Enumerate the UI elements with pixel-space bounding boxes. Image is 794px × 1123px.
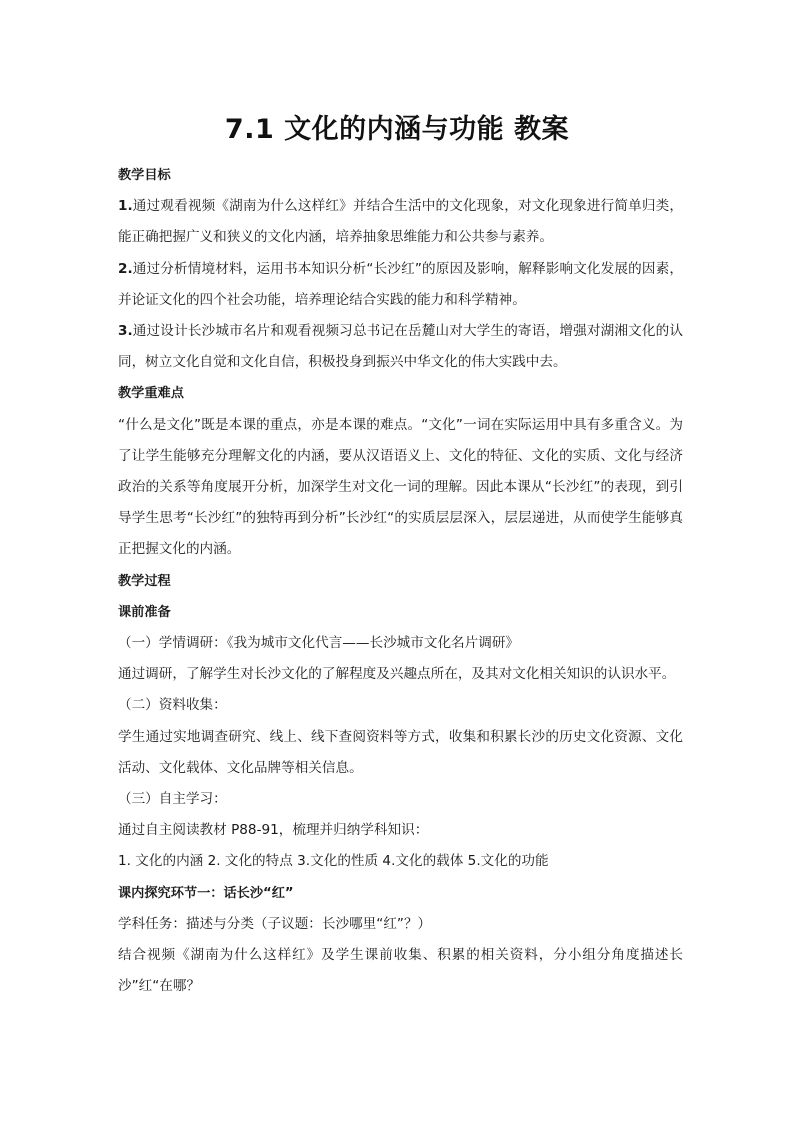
goal-3-number: 3.	[118, 323, 133, 340]
goal-3	[118, 316, 683, 378]
keypoints-heading: 教学重难点	[118, 386, 184, 402]
goals-heading: 教学目标	[118, 168, 171, 183]
inquiry-1-text: 结合视频《湖南为什么这样红》及学生课前收集、积累的相关资料，分小组分角度描述长沙”红“在哪？	[118, 947, 683, 995]
inquiry-1-heading: 课内探究环节一：话长沙“红”	[118, 885, 294, 901]
prep-2-label: （二）资料收集：	[118, 697, 227, 714]
goal-2	[118, 254, 683, 316]
prep-heading: 课前准备	[118, 604, 171, 620]
prep-2-text: 学生通过实地调查研究、线上、线下查阅资料等方式，收集和积累长沙的历史文化资源、文化活动、文化载体、文化品牌等相关信息。	[118, 728, 683, 776]
goal-3-text: 通过设计长沙城市名片和观看视频习总书记在岳麓山对大学生的寄语，增强对湖湘文化的认同，树立文化自觉和文化自信，积极投身到振兴中华文化的伟大实践中去。	[118, 323, 683, 371]
goal-1-text: 通过观看视频《湖南为什么这样红》并结合生活中的文化现象，对文化现象进行简单归类，能正确把握广义和狭义的文化内涵，培养抽象思维能力和公共参与素养。	[118, 198, 683, 246]
inquiry-1-task: 学科任务：描述与分类（子议题：长沙哪里“红”？）	[118, 915, 432, 932]
goal-2-number: 2.	[118, 260, 133, 277]
document-title: 7.1 文化的内涵与功能 教案	[224, 114, 570, 145]
prep-3-label: （三）自主学习：	[118, 791, 227, 808]
goal-2-text: 通过分析情境材料，运用书本知识分析“长沙红”的原因及影响，解释影响文化发展的因素，并论证文化的四个社会功能，培养理论结合实践的能力和科学精神。	[118, 260, 683, 308]
prep-1-text: 通过调研，了解学生对长沙文化的了解程度及兴趣点所在，及其对文化相关知识的认识水平。	[118, 666, 676, 683]
goal-1-number: 1.	[118, 198, 133, 215]
knowledge-list: 1. 文化的内涵 2. 文化的特点 3.文化的性质 4.文化的载体 5.文化的功能	[118, 853, 549, 870]
document-body	[118, 160, 683, 1002]
keypoints-paragraph: “什么是文化”既是本课的重点，亦是本课的难点。“文化”一词在实际运用中具有多重含义。为了让学生能够充分理解文化的内涵，要从汉语语义上、文化的特征、文化的实质、文化与经济政治的关系等角度展开分析，加深学生对文化一词的理解。因此本课从“长沙红”的表现，到引导学生思考“长沙红”的独特再到分析”长沙红“的实质层层深入，层层递进，从而使学生能够真正把握文化的内涵。	[118, 416, 683, 558]
process-heading: 教学过程	[118, 573, 171, 589]
prep-1-label: （一）学情调研：《我为城市文化代言——长沙城市文化名片调研》	[118, 635, 520, 652]
prep-3-text: 通过自主阅读教材 P88-91，梳理并归纳学科知识：	[118, 822, 429, 839]
goal-1	[118, 191, 683, 253]
